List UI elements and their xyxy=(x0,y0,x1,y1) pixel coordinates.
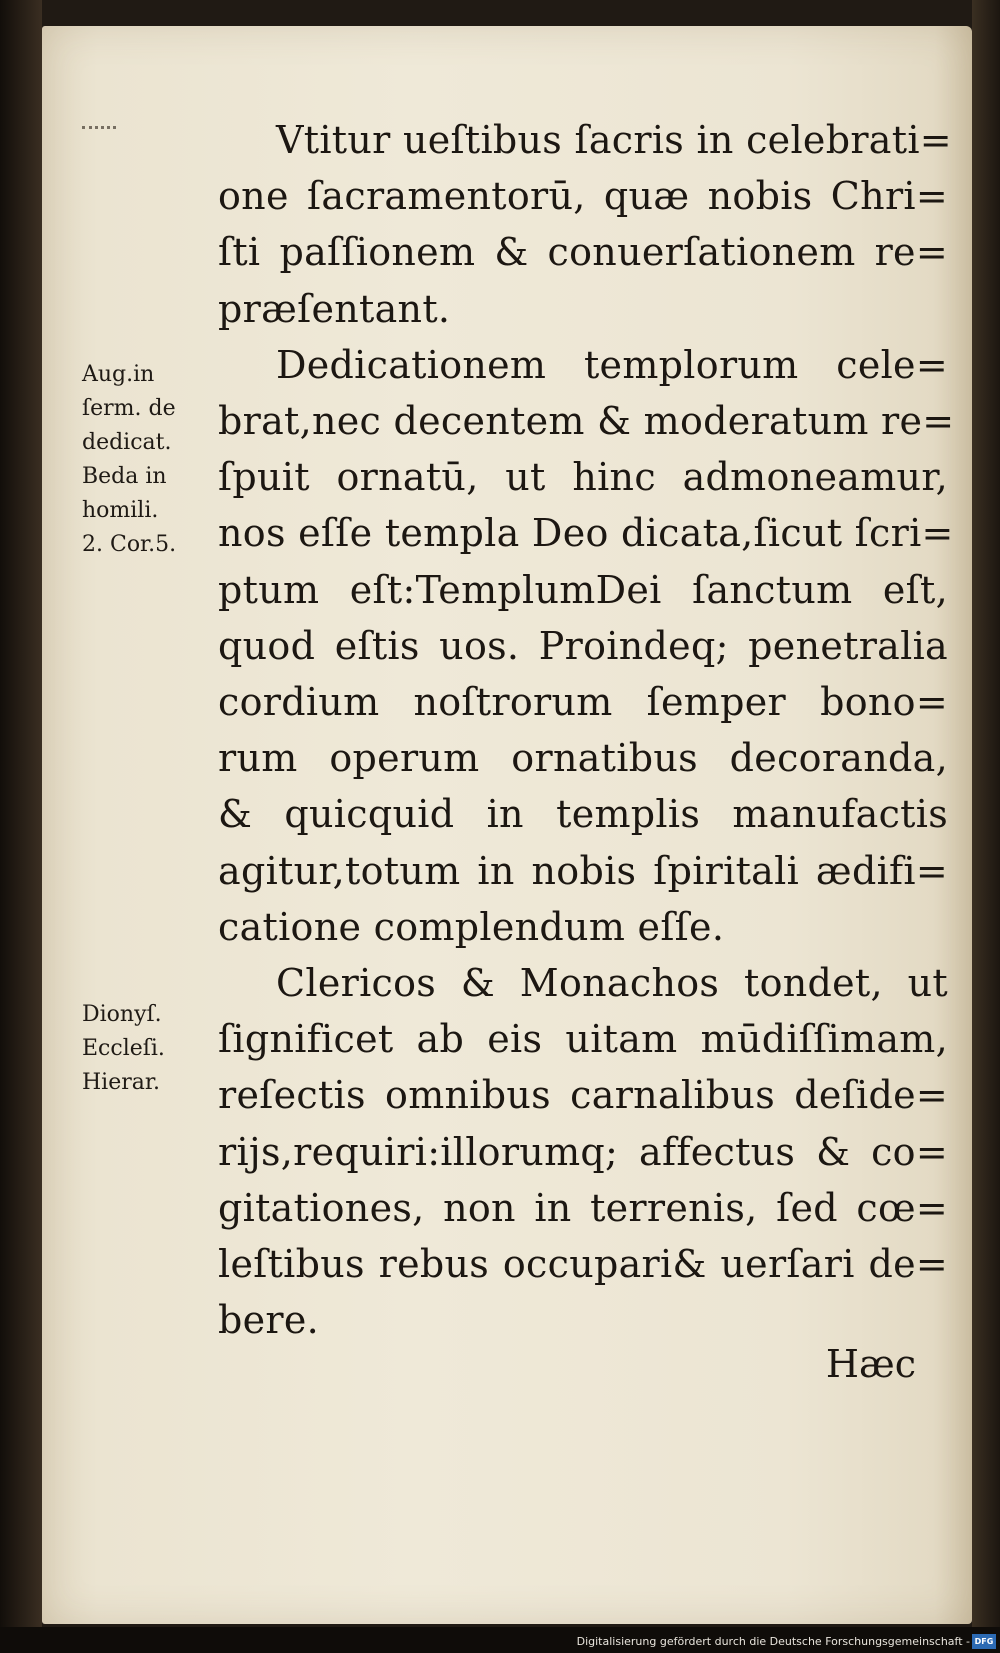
catchword: Hæc xyxy=(825,1342,916,1386)
text-line: ſignificet ab eis uitam mūdiſſimam, xyxy=(218,1017,948,1062)
text-line: reſectis omnibus carnalibus deſide= xyxy=(218,1073,948,1118)
text-line: gitationes, non in terrenis, ſed cœ= xyxy=(218,1185,948,1230)
margin-note-dionysius xyxy=(82,998,165,1100)
footer-bar xyxy=(0,1627,1000,1653)
page-body-text xyxy=(218,112,955,1348)
text-line: cordium noſtrorum ſemper bono= xyxy=(218,680,948,725)
text-line: rum operum ornatibus decoranda, xyxy=(218,736,948,781)
text-line: bere. xyxy=(218,1298,320,1343)
dfg-logo: DFG xyxy=(972,1634,996,1649)
text-line: præſentant. xyxy=(218,286,451,331)
text-line: & quicquid in templis manufactis xyxy=(218,792,948,837)
text-line: nos eſſe templa Deo dicata,ſicut ſcri= xyxy=(218,511,954,556)
text-line: Dedicationem templorum cele= xyxy=(276,342,948,387)
text-line: Vtitur ueſtibus ſacris in celebrati= xyxy=(276,118,952,162)
text-line: rijs,requiri:illorumq; affectus & co= xyxy=(218,1129,948,1174)
text-line: one ſacramentorū, quæ nobis Chri= xyxy=(218,174,948,219)
margin-note-line: Aug.in xyxy=(82,362,155,387)
margin-note-line: 2. Cor.5. xyxy=(82,532,177,557)
text-line: leſtibus rebus occupari& uerſari de= xyxy=(218,1242,948,1287)
text-line: Clericos & Monachos tondet, ut xyxy=(276,961,948,1006)
text-line: quod eſtis uos. Proindeq; penetralia xyxy=(218,623,948,668)
margin-note-line: homili. xyxy=(82,498,159,523)
text-line: ſpuit ornatū, ut hinc admoneamur, xyxy=(218,455,948,500)
margin-note-line: dedicat. xyxy=(82,430,172,455)
margin-note-augustine xyxy=(82,358,176,562)
margin-note-line: Hierar. xyxy=(82,1070,160,1095)
margin-note-line: Beda in xyxy=(82,464,167,489)
book-spine-shadow xyxy=(0,0,42,1653)
text-line: ſti paſſionem & conuerſationem re= xyxy=(218,230,948,275)
book-edge-shadow xyxy=(972,0,1000,1653)
margin-note-line: ſerm. de xyxy=(82,396,176,421)
text-line: brat,nec decentem & moderatum re= xyxy=(218,399,955,444)
text-line: ptum eſt:TemplumDei ſanctum eſt, xyxy=(218,567,948,612)
text-line: catione complendum eſſe. xyxy=(218,904,725,949)
ink-smudge xyxy=(82,126,116,147)
margin-note-line: Eccleſi. xyxy=(82,1036,165,1061)
margin-note-line: Dionyſ. xyxy=(82,1002,162,1027)
funding-credit: Digitalisierung gefördert durch die Deutsche Forschungsgemeinschaft - xyxy=(576,1635,970,1648)
text-line: agitur,totum in nobis ſpiritali ædifi= xyxy=(218,848,948,893)
